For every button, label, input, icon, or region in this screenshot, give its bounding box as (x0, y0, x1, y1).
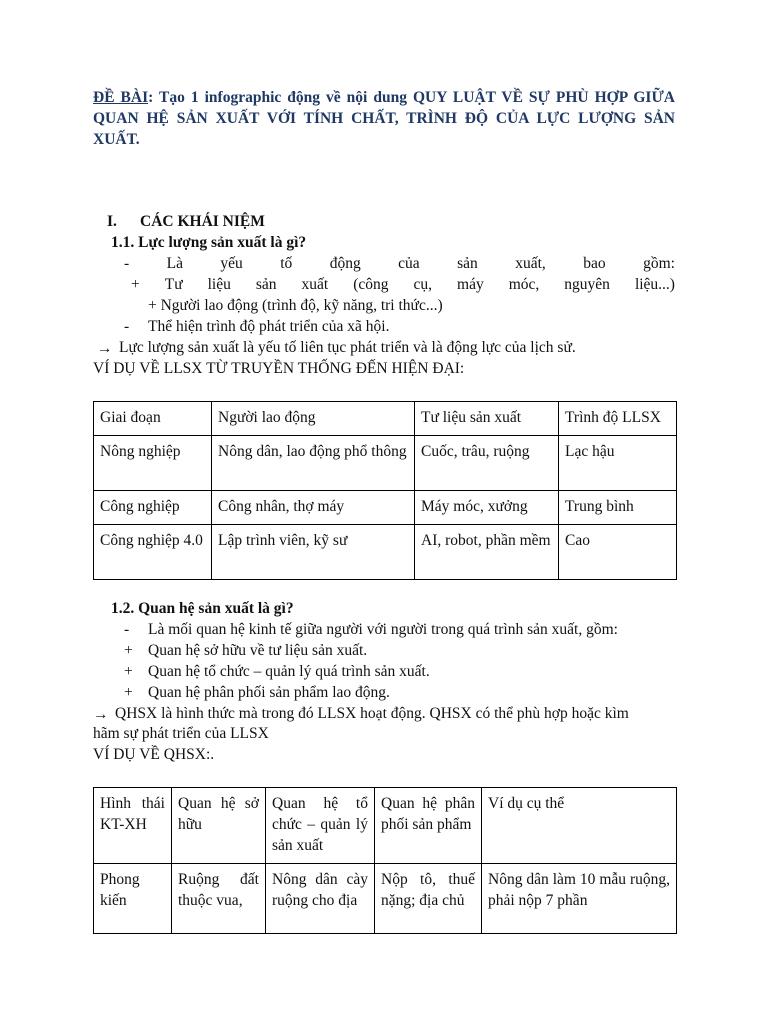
table-cell: AI, robot, phần mềm (415, 525, 559, 580)
word: gồm: (643, 255, 675, 272)
subsection-1-2-heading: 1.2. Quan hệ sản xuất là gì? (111, 600, 294, 617)
table-row (94, 864, 677, 934)
word: sản (255, 276, 277, 293)
arrow-symbol: → (97, 340, 113, 357)
word: xuất (301, 276, 329, 293)
list-item: Quan hệ sở hữu về tư liệu sản xuất. (148, 642, 368, 659)
assignment-label: ĐỀ BÀI (93, 89, 149, 106)
word: - (124, 255, 130, 272)
llsx-dash: - (124, 318, 130, 335)
table-cell: Nộp tô, thuế nặng; địa chủ (375, 864, 482, 934)
llsx-example-table (93, 401, 677, 580)
table-header-row (94, 402, 677, 436)
word: cụ, (413, 276, 433, 293)
llsx-labor-line: + Người lao động (trình độ, kỹ năng, tri thức...) (148, 297, 443, 314)
list-item: Là mối quan hệ kinh tế giữa người với người trong quá trình sản xuất, gồm: (148, 621, 618, 638)
word: tố (280, 255, 293, 272)
word: bao (583, 255, 606, 272)
arrow-symbol: → (93, 706, 109, 723)
table-cell: Nông dân cày ruộng cho địa (266, 864, 375, 934)
word: (công (353, 276, 389, 293)
table-header-cell: Quan hệ phân phối sản phẩm (375, 788, 482, 864)
table-cell: Công nhân, thợ máy (212, 491, 415, 525)
word: yếu (220, 255, 243, 272)
table-cell: Phong kiến (94, 864, 172, 934)
table-row (94, 491, 677, 525)
list-item: Quan hệ phân phối sản phẩm lao động. (148, 684, 390, 701)
table-header-row (94, 788, 677, 864)
assignment-title (93, 87, 675, 150)
word: liệu...) (634, 276, 675, 293)
table-header-cell: Người lao động (212, 402, 415, 436)
subsection-1-1-heading: 1.1. Lực lượng sản xuất là gì? (111, 234, 307, 251)
table-row (94, 436, 677, 491)
word: sản (457, 255, 478, 272)
table-cell: Nông dân làm 10 mẫu ruộng, phải nộp 7 phần (482, 864, 677, 934)
table-cell: Công nghiệp 4.0 (94, 525, 212, 580)
table-header-cell: Ví dụ cụ thể (482, 788, 677, 864)
llsx-means-line (131, 275, 675, 295)
table-header-cell: Quan hệ tổ chức – quản lý sản xuất (266, 788, 375, 864)
assignment-text: : Tạo 1 infographic động về nội dung QUY LUẬT VỀ SỰ PHÙ HỢP GIỮA QUAN HỆ SẢN XUẤT VỚI TÍNH CHẤT, TRÌNH ĐỘ CỦA LỰC LƯỢNG SẢN XUẤT. (93, 89, 675, 148)
qhsx-example-title: VÍ DỤ VỀ QHSX:. (93, 746, 215, 763)
word: Là (166, 255, 183, 272)
word: liệu (207, 276, 231, 293)
table-cell: Máy móc, xưởng (415, 491, 559, 525)
qhsx-example-table (93, 787, 677, 934)
table-header-cell: Quan hệ sở hữu (172, 788, 266, 864)
word: của (398, 255, 420, 272)
table-cell: Trung bình (559, 491, 677, 525)
list-marker: + (124, 642, 133, 659)
table-cell: Lạc hậu (559, 436, 677, 491)
table-cell: Nông dân, lao động phổ thông (212, 436, 415, 491)
llsx-definition-line (124, 254, 675, 274)
table-cell: Cao (559, 525, 677, 580)
qhsx-conclusion: QHSX là hình thức mà trong đó LLSX hoạt động. QHSX có thể phù hợp hoặc kìm (115, 705, 629, 722)
table-cell: Ruộng đất thuộc vua, (172, 864, 266, 934)
table-cell: Công nghiệp (94, 491, 212, 525)
word: nguyên (564, 276, 610, 293)
word: động (329, 255, 361, 272)
table-header-cell: Giai đoạn (94, 402, 212, 436)
table-cell: Cuốc, trâu, ruộng (415, 436, 559, 491)
table-header-cell: Hình thái KT-XH (94, 788, 172, 864)
word: máy (457, 276, 484, 293)
list-marker: + (124, 684, 133, 701)
table-header-cell: Tư liệu sản xuất (415, 402, 559, 436)
section-heading: CÁC KHÁI NIỆM (140, 213, 265, 230)
qhsx-conclusion-cont: hãm sự phát triển của LLSX (93, 725, 269, 742)
list-marker: - (124, 621, 130, 638)
table-row (94, 525, 677, 580)
llsx-conclusion: Lực lượng sản xuất là yếu tố liên tục phát triển và là động lực của lịch sử. (119, 339, 576, 356)
table-header-cell: Trình độ LLSX (559, 402, 677, 436)
list-item: Quan hệ tổ chức – quản lý quá trình sản xuất. (148, 663, 430, 680)
table-cell: Nông nghiệp (94, 436, 212, 491)
word: Tư (164, 276, 183, 293)
word: xuất, (515, 255, 546, 272)
table-cell: Lập trình viên, kỹ sư (212, 525, 415, 580)
word: + (131, 276, 140, 293)
section-number: I. (107, 213, 117, 230)
word: móc, (508, 276, 540, 293)
llsx-development-line: Thể hiện trình độ phát triển của xã hội. (148, 318, 390, 335)
llsx-example-title: VÍ DỤ VỀ LLSX TỪ TRUYỀN THỐNG ĐẾN HIỆN ĐẠI: (93, 360, 465, 377)
list-marker: + (124, 663, 133, 680)
